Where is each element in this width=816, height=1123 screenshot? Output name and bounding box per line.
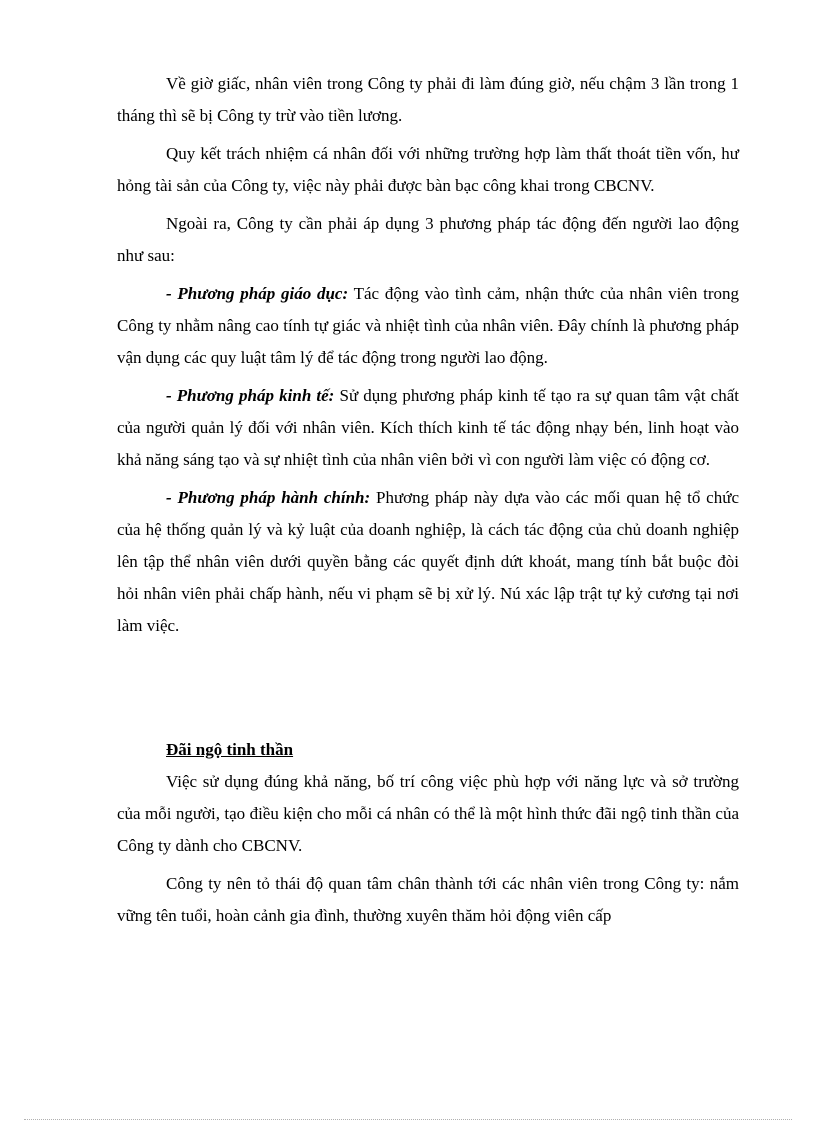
method-economic <box>117 380 739 476</box>
section-gap <box>117 642 739 734</box>
paragraph-responsibility: Quy kết trách nhiệm cá nhân đối với những trường hợp làm thất thoát tiền vốn, hư hỏng tài sản của Công ty, việc này phải được bàn bạc công khai trong CBCNV. <box>117 144 739 195</box>
paragraph-working-hours: Về giờ giấc, nhân viên trong Công ty phải đi làm đúng giờ, nếu chậm 3 lần trong 1 tháng thì sẽ bị Công ty trừ vào tiền lương. <box>117 74 739 125</box>
method-education-lead: - Phương pháp giáo dục: <box>166 284 349 303</box>
method-education <box>117 278 739 374</box>
method-economic-text: Sử dụng phương pháp kinh tế tạo ra sự quan tâm vật chất của người quản lý đối với nhân viên. Kích thích kinh tế tác động nhạy bén, linh hoạt vào khả năng sáng tạo và sự nhiệt tình của nhân viên bởi vì con người làm việc có động cơ. <box>117 386 739 469</box>
method-administrative-lead: - Phương pháp hành chính: <box>166 488 371 507</box>
method-administrative <box>117 482 739 642</box>
method-economic-lead: - Phương pháp kinh tế: <box>166 386 335 405</box>
page-bottom-rule <box>24 1119 792 1120</box>
method-education-text: Tác động vào tình cảm, nhận thức của nhân viên trong Công ty nhằm nâng cao tính tự giác và nhiệt tình của nhân viên. Đây chính là phương pháp vận dụng các quy luật tâm lý để tác động trong người lao động. <box>117 284 739 367</box>
method-administrative-text: Phương pháp này dựa vào các mối quan hệ tổ chức của hệ thống quản lý và kỷ luật của doanh nghiệp, là cách tác động của chủ doanh nghiệp lên tập thể nhân viên dưới quyền bằng các quyết định dứt khoát, mang tính bắt buộc đòi hỏi nhân viên phải chấp hành, nếu vi phạm sẽ bị xử lý. Nú xác lập trật tự kỷ cương tại nơi làm việc. <box>117 488 739 635</box>
paragraph-ability: Việc sử dụng đúng khả năng, bố trí công việc phù hợp với năng lực và sở trường của mỗi người, tạo điều kiện cho mỗi cá nhân có thể là một hình thức đãi ngộ tinh thần của Công ty dành cho CBCNV. <box>117 772 739 855</box>
paragraph-care: Công ty nên tỏ thái độ quan tâm chân thành tới các nhân viên trong Công ty: nắm vững tên tuổi, hoàn cảnh gia đình, thường xuyên thăm hỏi động viên cấp <box>117 874 739 925</box>
document-page <box>117 68 739 932</box>
section-heading: Đãi ngộ tinh thần <box>166 740 294 759</box>
paragraph-methods-intro: Ngoài ra, Công ty cần phải áp dụng 3 phương pháp tác động đến người lao động như sau: <box>117 214 739 265</box>
